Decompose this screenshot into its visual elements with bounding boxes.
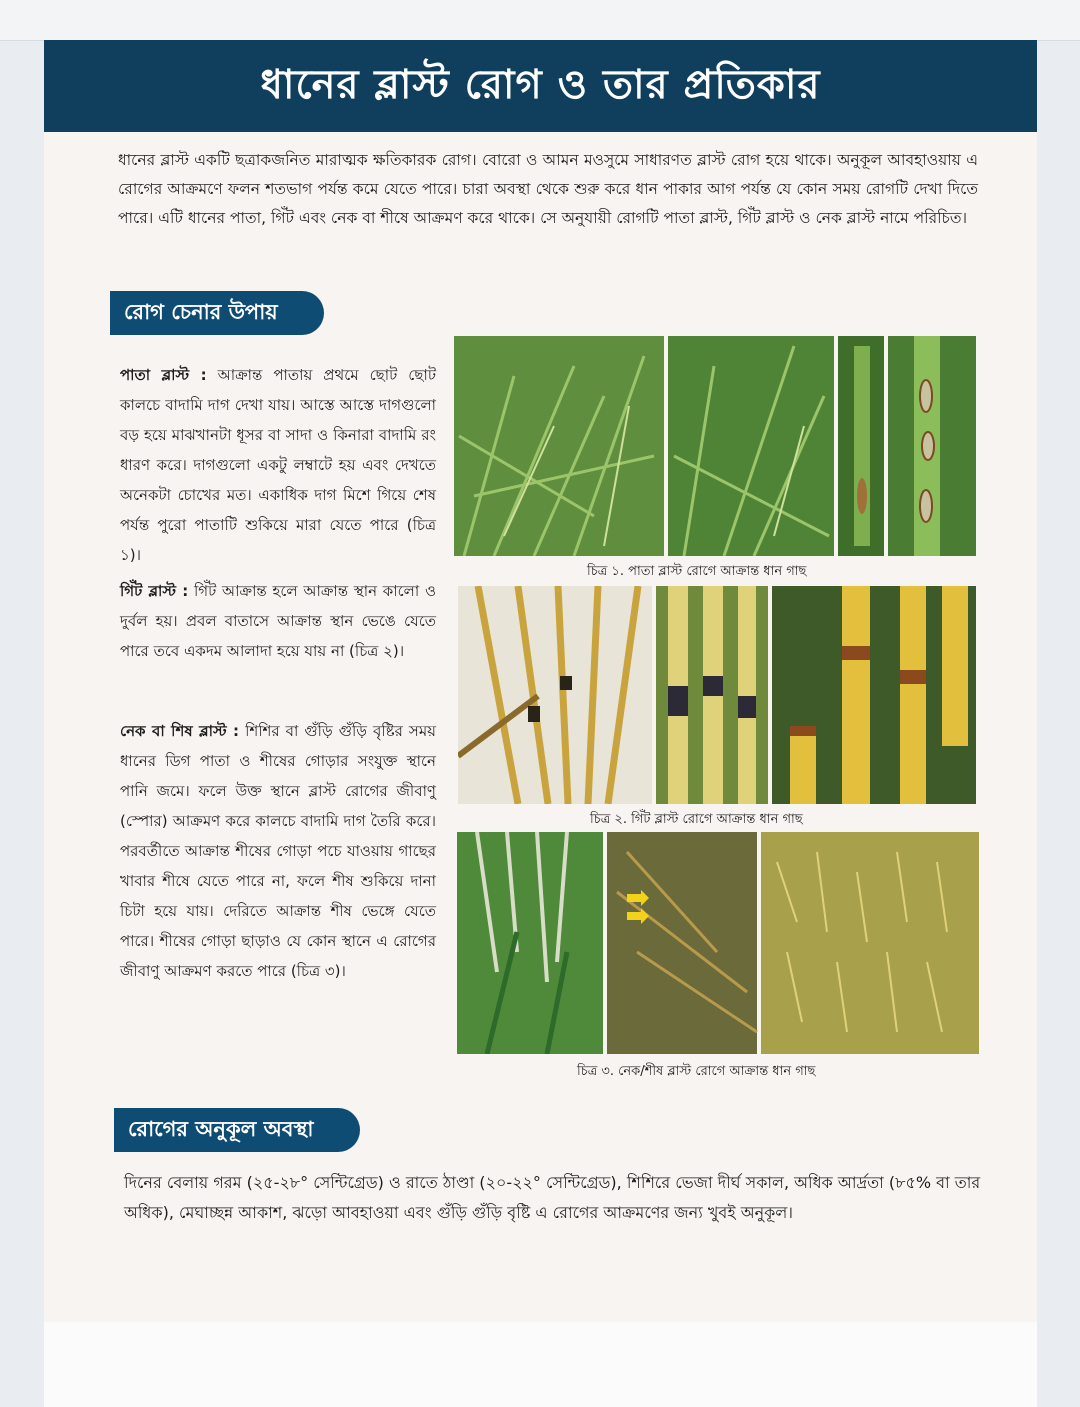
document-page	[44, 40, 1037, 1322]
top-bar	[0, 0, 1080, 41]
figure-1-caption: চিত্র ১. পাতা ব্লাস্ট রোগে আক্রান্ত ধান গাছ	[587, 564, 807, 579]
page-title: ধানের ব্লাস্ট রোগ ও তার প্রতিকার	[260, 61, 821, 108]
node-blast-paragraph	[120, 576, 436, 666]
section-heading-favourable-conditions: রোগের অনুকূল অবস্থা	[114, 1108, 360, 1152]
node-blast-photo	[458, 586, 976, 804]
leaf-blast-paragraph	[120, 360, 436, 570]
neck-blast-paragraph	[120, 716, 436, 986]
neck-blast-photo	[457, 832, 979, 1054]
neck-blast-label: নেক বা শিষ ব্লাস্ট :	[120, 722, 240, 740]
figure-2-caption: চিত্র ২. গিঁট ব্লাস্ট রোগে আক্রান্ত ধান গাছ	[590, 812, 803, 827]
viewer-background	[44, 1322, 1037, 1407]
node-blast-label: গিঁট ব্লাস্ট :	[120, 582, 189, 600]
intro-paragraph: ধানের ব্লাস্ট একটি ছত্রাকজনিত মারাত্মক ক্ষতিকারক রোগ। বোরো ও আমন মওসুমে সাধারণত ব্লাস্ট রোগ হয়ে থাকে। অনুকূল আবহাওয়ায় এ রোগের আক্রমণে ফলন শতভাগ পর্যন্ত কমে যেতে পারে। চারা অবস্থা থেকে শুরু করে ধান পাকার আগ পর্যন্ত যে কোন সময় রোগটি দেখা দিতে পারে। এটি ধানের পাতা, গিঁট এবং নেক বা শীষে আক্রমণ করে থাকে। সে অনুযায়ী রোগটি পাতা ব্লাস্ট, গিঁট ব্লাস্ট ও নেক ব্লাস্ট নামে পরিচিত।	[118, 151, 978, 227]
figure-3-caption: চিত্র ৩. নেক/শীষ ব্লাস্ট রোগে আক্রান্ত ধান গাছ	[577, 1064, 816, 1079]
node-blast-text: গিঁট আক্রান্ত হলে আক্রান্ত স্থান কালো ও দুর্বল হয়। প্রবল বাতাসে আক্রান্ত স্থান ভেঙে যেতে পারে তবে একদম আলাদা হয়ে যায় না (চিত্র ২)।	[120, 582, 436, 660]
leaf-blast-text: আক্রান্ত পাতায় প্রথমে ছোট ছোট কালচে বাদামি দাগ দেখা যায়। আস্তে আস্তে দাগগুলো বড় হয়ে মাঝখানটা ধূসর বা সাদা ও কিনারা বাদামি রং ধারণ করে। দাগগুলো একটু লম্বাটে হয় এবং দেখতে অনেকটা চোখের মত। একাধিক দাগ মিশে গিয়ে শেষ পর্যন্ত পুরো পাতাটি শুকিয়ে মারা যেতে পারে (চিত্র ১)।	[120, 366, 436, 564]
neck-blast-text: শিশির বা গুঁড়ি গুঁড়ি বৃষ্টির সময় ধানের ডিগ পাতা ও শীষের গোড়ার সংযুক্ত স্থানে পানি জমে। ফলে উক্ত স্থানে ব্লাস্ট রোগের জীবাণু (স্পোর) আক্রমণ করে কালচে বাদামি দাগ তৈরি করে। পরবর্তীতে আক্রান্ত শীষের গোড়া পচে যাওয়ায় গাছের খাবার শীষে যেতে পারে না, ফলে শীষ শুকিয়ে দানা চিটা হয়ে যায়। দেরিতে আক্রান্ত শীষ ভেঙ্গে যেতে পারে। শীষের গোড়া ছাড়াও যে কোন স্থানে এ রোগের জীবাণু আক্রমণ করতে পারে (চিত্র ৩)।	[120, 722, 436, 980]
leaf-blast-label: পাতা ব্লাস্ট :	[120, 366, 207, 384]
conditions-paragraph: দিনের বেলায় গরম (২৫-২৮° সেন্টিগ্রেড) ও রাতে ঠাণ্ডা (২০-২২° সেন্টিগ্রেড), শিশিরে ভেজা দীর্ঘ সকাল, অধিক আর্দ্রতা (৮৫% বা তার অধিক), মেঘাচ্ছন্ন আকাশ, ঝড়ো আবহাওয়া এবং গুঁড়ি গুঁড়ি বৃষ্টি এ রোগের আক্রমণের জন্য খুবই অনুকূল।	[124, 1173, 981, 1222]
leaf-blast-photo	[454, 336, 976, 556]
title-banner	[44, 40, 1037, 132]
section-heading-identification: রোগ চেনার উপায়	[110, 291, 324, 335]
